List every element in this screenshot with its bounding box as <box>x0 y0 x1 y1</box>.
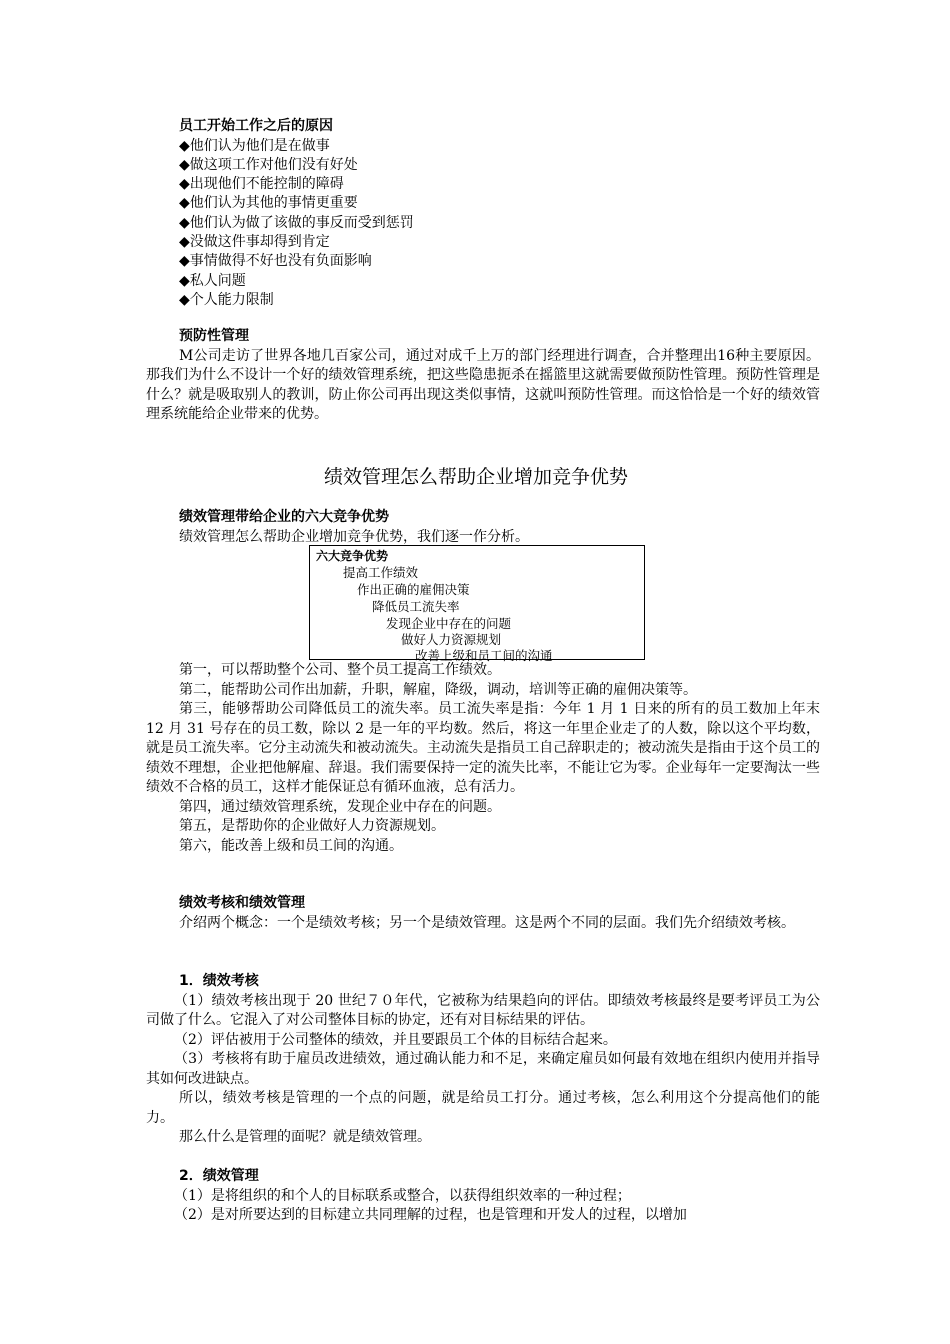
paragraph: （2）评估被用于公司整体的绩效，并且要跟员工个体的目标结合起来。 <box>174 1031 617 1048</box>
paragraph: （1）是将组织的和个人的目标联系或整合，以获得组织效率的一种过程； <box>174 1187 631 1204</box>
subsection-heading: 2．绩效管理 <box>179 1168 259 1184</box>
section-heading: 预防性管理 <box>179 328 249 344</box>
paragraph: 第三，能够帮助公司降低员工的流失率。员工流失率是指：今年 1 月 1 日来的所有的员工数加上年末 12 月 31 号存在的员工数，除以 2 是一年的平均数。然后，将这一年里企业走了的人数，除以这个平均数，就是员工流失率。它分主动流失和被动流失。主动流失是指员工自己辞职走的；被动流失是指由于这个员工的绩效不理想，企业把他解雇、辞退。我们需要保持一定的流失比率，不能让它为零。企业每年一定要淘汰一些绩效不合格的员工，这样才能保证总有循环血液，总有活力。 <box>146 701 820 795</box>
list-item: ◆出现他们不能控制的障碍 <box>179 176 344 193</box>
list-item: ◆他们认为其他的事情更重要 <box>179 195 358 212</box>
paragraph: 第一，可以帮助整个公司、整个员工提高工作绩效。 <box>179 662 501 678</box>
section-heading: 绩效管理带给企业的六大竞争优势 <box>179 509 389 525</box>
list-item: ◆事情做得不好也没有负面影响 <box>179 253 372 270</box>
subsection-management <box>146 1167 820 1226</box>
paragraph: （3）考核将有助于雇员改进绩效，通过确认能力和不足，来确定雇员如何最有效地在组织内使用并指导其如何改进缺点。 <box>146 1051 820 1087</box>
paragraph: 第二，能帮助公司作出加薪，升职，解雇，降级，调动，培训等正确的雇佣决策等。 <box>179 681 697 698</box>
list-item: ◆没做这件事却得到肯定 <box>179 233 330 250</box>
section-advantages <box>146 508 820 547</box>
box-item: 做好人力资源规划 <box>401 632 502 647</box>
paragraph: 第五，是帮助你的企业做好人力资源规划。 <box>179 818 445 834</box>
advantages-box <box>309 545 645 663</box>
page-title: 绩效管理怎么帮助企业增加竞争优势 <box>323 466 628 488</box>
section-advantages-body <box>146 661 820 856</box>
paragraph: M公司走访了世界各地几百家公司，通过对成千上万的部门经理进行调查，合并整理出16种主要原因。那我们为什么不设计一个好的绩效管理系统，把这些隐患扼杀在摇篮里这就需要做预防性管理。预防性管理是什么？就是吸取别人的教训，防止你公司再出现这类似事情，这就叫预防性管理。而这恰恰是一个好的绩效管理系统能给企业带来的优势。 <box>146 347 820 422</box>
box-item: 作出正确的雇佣决策 <box>357 582 470 597</box>
list-item: ◆私人问题 <box>179 272 246 289</box>
paragraph: 第六，能改善上级和员工间的沟通。 <box>179 837 403 854</box>
box-item: 提高工作绩效 <box>343 565 419 580</box>
paragraph: （1）绩效考核出现于 20 世纪７０年代，它被称为结果趋向的评估。即绩效考核最终是要考评员工为公司做了什么。它混入了对公司整体目标的协定，还有对目标结果的评估。 <box>146 992 820 1028</box>
paragraph: 介绍两个概念：一个是绩效考核；另一个是绩效管理。这是两个不同的层面。我们先介绍绩效考核。 <box>179 914 795 931</box>
list-item: ◆他们认为他们是在做事 <box>179 137 330 154</box>
box-item: 发现企业中存在的问题 <box>386 616 512 631</box>
box-title: 六大竞争优势 <box>316 549 389 563</box>
list-item: ◆做这项工作对他们没有好处 <box>179 156 358 173</box>
box-item: 降低员工流失率 <box>372 599 460 614</box>
section-appraisal <box>146 894 820 933</box>
section-reasons <box>146 117 820 310</box>
subsection-appraisal <box>146 972 820 1148</box>
section-heading: 绩效考核和绩效管理 <box>179 895 305 911</box>
list-item: ◆他们认为做了该做的事反而受到惩罚 <box>179 214 414 231</box>
subsection-heading: 1．绩效考核 <box>179 973 259 989</box>
paragraph: 第四，通过绩效管理系统，发现企业中存在的问题。 <box>179 798 501 815</box>
paragraph: 那么什么是管理的面呢？就是绩效管理。 <box>179 1129 431 1145</box>
section-heading: 员工开始工作之后的原因 <box>179 118 333 134</box>
paragraph: 绩效管理怎么帮助企业增加竞争优势，我们逐一作分析。 <box>179 528 529 545</box>
paragraph: （2）是对所要达到的目标建立共同理解的过程，也是管理和开发人的过程，以增加 <box>174 1207 687 1223</box>
section-preventive <box>146 327 820 425</box>
list-item: ◆个人能力限制 <box>179 291 274 308</box>
paragraph: 所以，绩效考核是管理的一个点的问题，就是给员工打分。通过考核，怎么利用这个分提高他们的能力。 <box>146 1090 820 1126</box>
box-item: 改善上级和员工间的沟通 <box>415 648 553 663</box>
